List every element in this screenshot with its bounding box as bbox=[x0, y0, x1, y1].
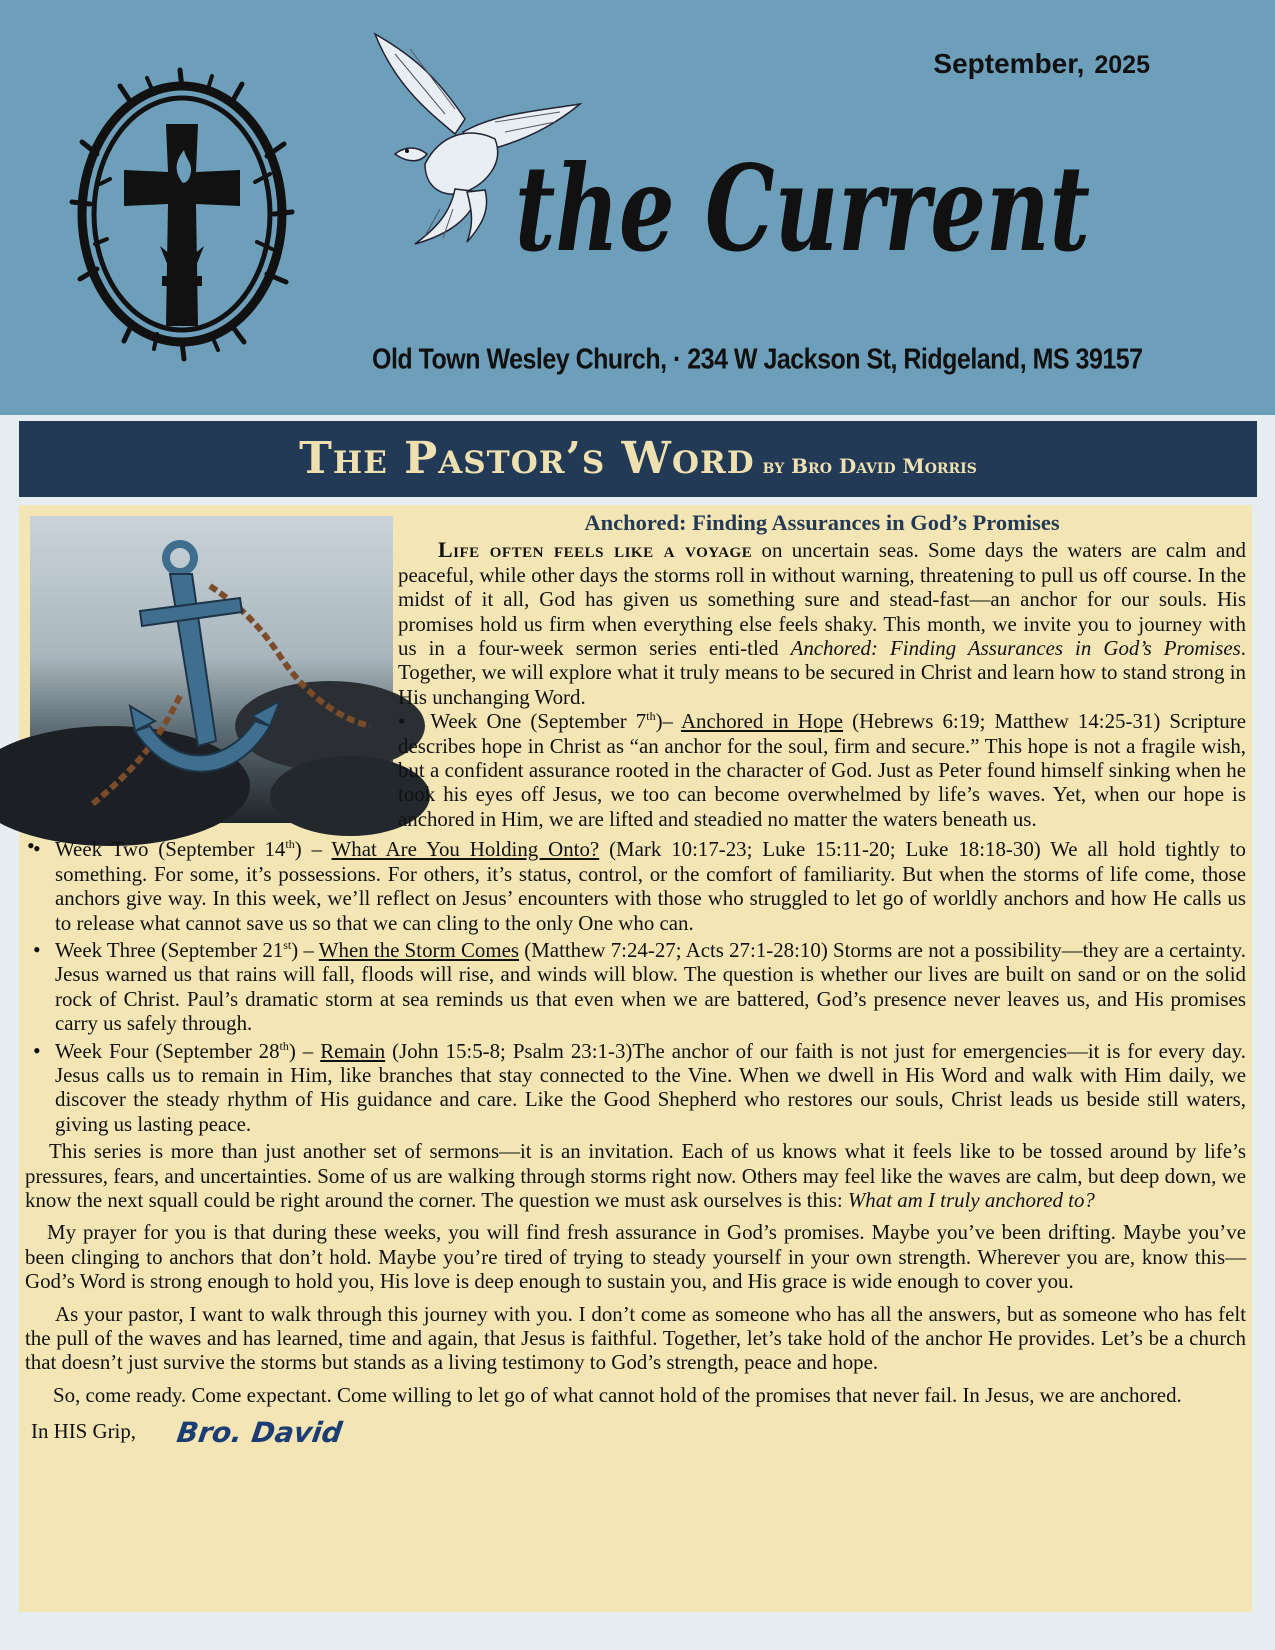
section-byline: by Bro David Morris bbox=[762, 454, 977, 478]
issue-date bbox=[933, 48, 1150, 80]
week-item bbox=[25, 709, 1246, 831]
week-title: What Are You Holding Onto? bbox=[331, 837, 600, 862]
newsletter-wordmark bbox=[515, 139, 1095, 300]
lead-text-1: on uncertain seas. Some days the waters are calm and peaceful, while other days the storms roll in without warning, threatening to pull us off course. In the midst of it all, God has given us something sure and stead-fast—an anchor for our souls. His promises hold us firm when everything else feels shaky. This month, we invite you to journey with us in a four-week sermon series enti-tled bbox=[398, 538, 1246, 661]
week-dash: )– bbox=[655, 709, 681, 734]
series-question: What am I truly anchored to? bbox=[847, 1187, 1095, 1212]
closing-signoff bbox=[25, 1416, 1246, 1463]
article-body bbox=[25, 511, 1246, 1463]
week-date-suffix: st bbox=[283, 937, 292, 952]
article-panel bbox=[19, 505, 1252, 1612]
issue-month: September, bbox=[933, 48, 1085, 79]
week-item bbox=[31, 1039, 1246, 1137]
week-date-suffix: th bbox=[646, 709, 656, 724]
article-headline-text: Anchored: Finding Assurances in God’s Promises bbox=[584, 510, 1060, 535]
issue-year: 2025 bbox=[1094, 51, 1150, 79]
week-item bbox=[31, 837, 1246, 935]
series-paragraph bbox=[25, 1139, 1246, 1212]
closing-paragraph: So, come ready. Come expectant. Come willing to let go of what cannot hold of the promises that never fail. In Jesus, we are anchored. bbox=[53, 1382, 1182, 1407]
bullet-icon: • bbox=[398, 709, 406, 734]
week-body: (Mark 10:17-23; Luke 15:11-20; Luke 18:18-30) We all hold tightly to something. For some, it’s possessions. For others, it’s status, control, or the comfort of familiarity. But when the storms of life come, those anchors give way. In this week, we’ll reflect on Jesus’ encounters with those who struggled to let go of worldly anchors and how He calls us to release what cannot save us so that we can cling to the only One who can. bbox=[55, 837, 1246, 935]
week-date-suffix: th bbox=[285, 837, 295, 852]
series-text: This series is more than just another set of sermons—it is an invitation. Each of us knows what it feels like to be tossed around by life’s pressures, fears, and uncertainties. Some of us are walking through storms right now. Others may feel like the waves are calm, but deep down, we know the next squall could be right around the corner. The question we must ask ourselves is this: bbox=[25, 1139, 1246, 1212]
week-dash: ) – bbox=[294, 837, 332, 862]
closing-text: In HIS Grip, bbox=[31, 1419, 137, 1444]
week-body: (Hebrews 6:19; Matthew 14:25-31) Scripture describes hope in Christ as “an anchor for the soul, firm and secure.” This hope is not a fragile wish, but a confident assurance rooted in the character of God. Just as Peter found himself sinking when he took his eyes off Jesus, we too can become overwhelmed by life’s waves. Yet, when our hope is anchored in Him, we are lifted and steadied no matter the waters beneath us. bbox=[398, 709, 1246, 831]
week-date: Week Two (September 14 bbox=[55, 837, 286, 862]
week-date: Week One (September 7 bbox=[430, 709, 647, 734]
week-date-suffix: th bbox=[279, 1038, 289, 1053]
week-title: Anchored in Hope bbox=[680, 709, 844, 734]
wordmark-text: the Current bbox=[515, 139, 1090, 278]
week-date: Week Four (September 28 bbox=[55, 1038, 280, 1063]
prayer-paragraph: My prayer for you is that during these weeks, you will find fresh assurance in God’s promises. Maybe you’ve been drifting. Maybe you’ve been clinging to anchors that don’t hold. Maybe you’re tired of trying to steady yourself in your own strength. Wherever you are, know this—God’s Word is strong enough to hold you, His love is deep enough to sustain you, and His grace is wide enough to cover you. bbox=[25, 1220, 1246, 1294]
week-item bbox=[31, 938, 1246, 1036]
sermon-weeks-list bbox=[25, 709, 1246, 1136]
week-dash: ) – bbox=[288, 1038, 321, 1063]
week-date: Week Three (September 21 bbox=[55, 937, 284, 962]
week-title: When the Storm Comes bbox=[318, 937, 520, 962]
week-body: (John 15:5-8; Psalm 23:1-3)The anchor of our faith is not just for emergencies—it is for every day. Jesus calls us to remain in Him, like branches that stay connected to the Vine. When we dwell in His Word and walk with Him daily, we discover the steady rhythm of His guidance and care. Like the Good Shepherd who restores our souls, Christ leads us beside still waters, giving us lasting peace. bbox=[55, 1038, 1246, 1136]
signature: Bro. David bbox=[174, 1416, 345, 1450]
week-title: Remain bbox=[320, 1038, 386, 1063]
week-dash: ) – bbox=[291, 937, 319, 962]
week-body: (Matthew 7:24-27; Acts 27:1-28:10) Storms are not a possibility—they are a certainty. Jesus warned us that rains will fall, floods will rise, and winds will blow. The question is whether our lives are built on sand or on the solid rock of Christ. Paul’s dramatic storm at sea reminds us that even when we are battered, God’s presence never leaves us, and His promises carry us safely through. bbox=[55, 937, 1246, 1036]
church-address: Old Town Wesley Church, · 234 W Jackson St, Ridgeland, MS 39157 bbox=[372, 343, 1143, 376]
section-banner bbox=[19, 421, 1257, 497]
section-title: The Pastor’s Word bbox=[299, 433, 755, 484]
pastor-paragraph: As your pastor, I want to walk through this journey with you. I don’t come as someone who has all the answers, but as someone who has felt the pull of the waves and has learned, time and again, that Jesus is faithful. Together, let’s take hold of the anchor He provides. Let’s be a church that doesn’t just survive the storms but stands as a living testimony to God’s strength, peace and hope. bbox=[25, 1301, 1246, 1375]
masthead bbox=[0, 0, 1275, 415]
lead-text-2: . Together, we will explore what it truly means to be secured in Christ and learn how to stand strong in His unchanging Word. bbox=[398, 636, 1246, 709]
cross-crown-seal-icon bbox=[62, 64, 302, 364]
series-title-italic: Anchored: Finding Assurances in God’s Promises bbox=[790, 636, 1241, 661]
lead-smallcaps: Life often feels like a voyage bbox=[438, 537, 753, 563]
